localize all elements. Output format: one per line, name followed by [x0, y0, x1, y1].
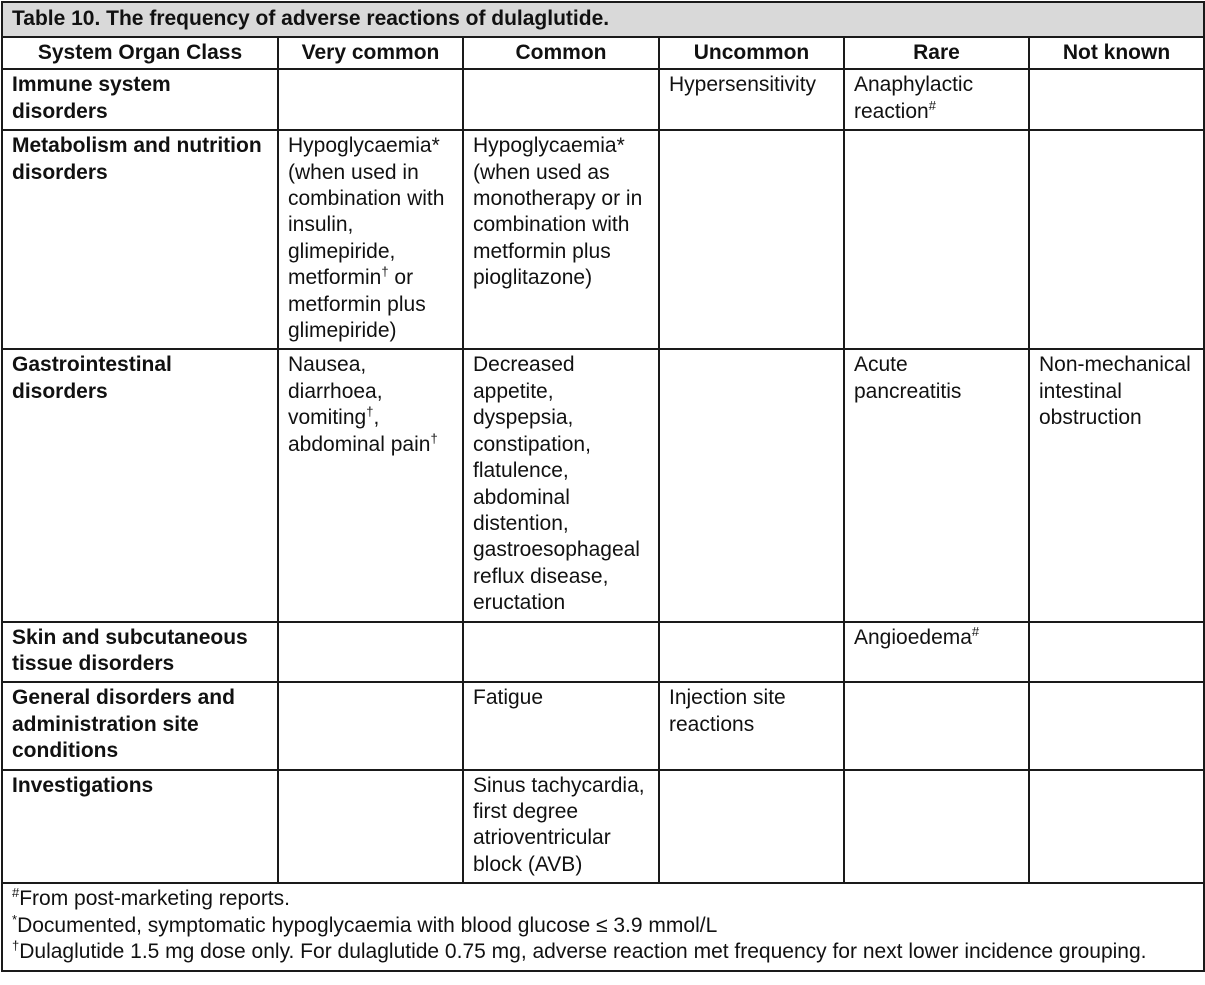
footnote-mark: † — [366, 404, 374, 420]
footnote-mark: † — [430, 430, 438, 446]
table-row-gastrointestinal — [2, 349, 1204, 621]
cell-not-known — [1029, 130, 1204, 349]
cell-not-known — [1029, 770, 1204, 884]
table-caption-row — [2, 2, 1204, 37]
table-footnotes — [2, 883, 1204, 971]
cell-not-known — [1029, 622, 1204, 683]
footnote-text: From post-marketing reports. — [19, 887, 290, 911]
cell-soc: Skin and subcutaneous tissue disorders — [2, 622, 278, 683]
footnote-text: Dulaglutide 1.5 mg dose only. For dulaglutide 0.75 mg, adverse reaction met frequency for next lower incidence grouping. — [19, 940, 1147, 964]
cell-common — [463, 69, 659, 130]
footnote-mark: † — [12, 938, 20, 954]
footnote-text: Documented, symptomatic hypoglycaemia with blood glucose ≤ 3.9 mmol/L — [17, 913, 718, 937]
table-row-immune — [2, 69, 1204, 130]
footnote-mark: * — [12, 911, 18, 927]
column-header-uncommon: Uncommon — [659, 37, 844, 69]
table-row-investigations — [2, 770, 1204, 884]
cell-uncommon — [659, 130, 844, 349]
column-header-not-known: Not known — [1029, 37, 1204, 69]
cell-common — [463, 622, 659, 683]
cell-not-known: Non-mechanical intestinal obstruction — [1029, 349, 1204, 621]
cell-uncommon — [659, 349, 844, 621]
cell-not-known — [1029, 69, 1204, 130]
table-footnotes-row — [2, 883, 1204, 971]
cell-rare — [844, 682, 1029, 769]
cell-common: Sinus tachycardia, first degree atrioventricular block (AVB) — [463, 770, 659, 884]
footnote-hash — [12, 886, 1194, 913]
table-row-general — [2, 682, 1204, 769]
cell-common: Hypoglycaemia* (when used as monotherapy or in combination with metformin plus pioglitazone) — [463, 130, 659, 349]
cell-very-common: Hypoglycaemia* (when used in combination with insulin, glimepiride, metformin† or metformin plus glimepiride) — [278, 130, 463, 349]
cell-soc: Immune system disorders — [2, 69, 278, 130]
cell-uncommon — [659, 622, 844, 683]
footnote-mark: # — [12, 885, 20, 901]
cell-very-common — [278, 622, 463, 683]
cell-rare: Acute pancreatitis — [844, 349, 1029, 621]
column-header-system-organ-class: System Organ Class — [2, 37, 278, 69]
cell-soc: Investigations — [2, 770, 278, 884]
cell-very-common — [278, 770, 463, 884]
cell-uncommon — [659, 770, 844, 884]
cell-very-common — [278, 69, 463, 130]
footnote-mark: # — [928, 97, 936, 113]
adverse-reactions-table — [1, 1, 1205, 972]
cell-uncommon: Injection site reactions — [659, 682, 844, 769]
column-header-very-common: Very common — [278, 37, 463, 69]
cell-very-common — [278, 682, 463, 769]
cell-not-known — [1029, 682, 1204, 769]
cell-soc: Metabolism and nutrition disorders — [2, 130, 278, 349]
table-caption: Table 10. The frequency of adverse reactions of dulaglutide. — [2, 2, 1204, 37]
table-header-row — [2, 37, 1204, 69]
table-row-metabolism — [2, 130, 1204, 349]
table-row-skin — [2, 622, 1204, 683]
footnote-dagger — [12, 939, 1194, 966]
column-header-rare: Rare — [844, 37, 1029, 69]
cell-soc: General disorders and administration site conditions — [2, 682, 278, 769]
cell-common: Decreased appetite, dyspepsia, constipation, flatulence, abdominal distention, gastroesophageal reflux disease, eructation — [463, 349, 659, 621]
cell-rare — [844, 130, 1029, 349]
footnote-asterisk — [12, 913, 1194, 940]
column-header-common: Common — [463, 37, 659, 69]
cell-rare: Anaphylactic reaction# — [844, 69, 1029, 130]
cell-very-common: Nausea, diarrhoea, vomiting†, abdominal pain† — [278, 349, 463, 621]
footnote-mark: † — [381, 264, 389, 280]
cell-rare — [844, 770, 1029, 884]
cell-common: Fatigue — [463, 682, 659, 769]
adverse-reactions-table-container — [1, 1, 1203, 972]
footnote-mark: # — [971, 623, 980, 639]
cell-soc: Gastrointestinal disorders — [2, 349, 278, 621]
cell-rare: Angioedema# — [844, 622, 1029, 683]
cell-uncommon: Hypersensitivity — [659, 69, 844, 130]
